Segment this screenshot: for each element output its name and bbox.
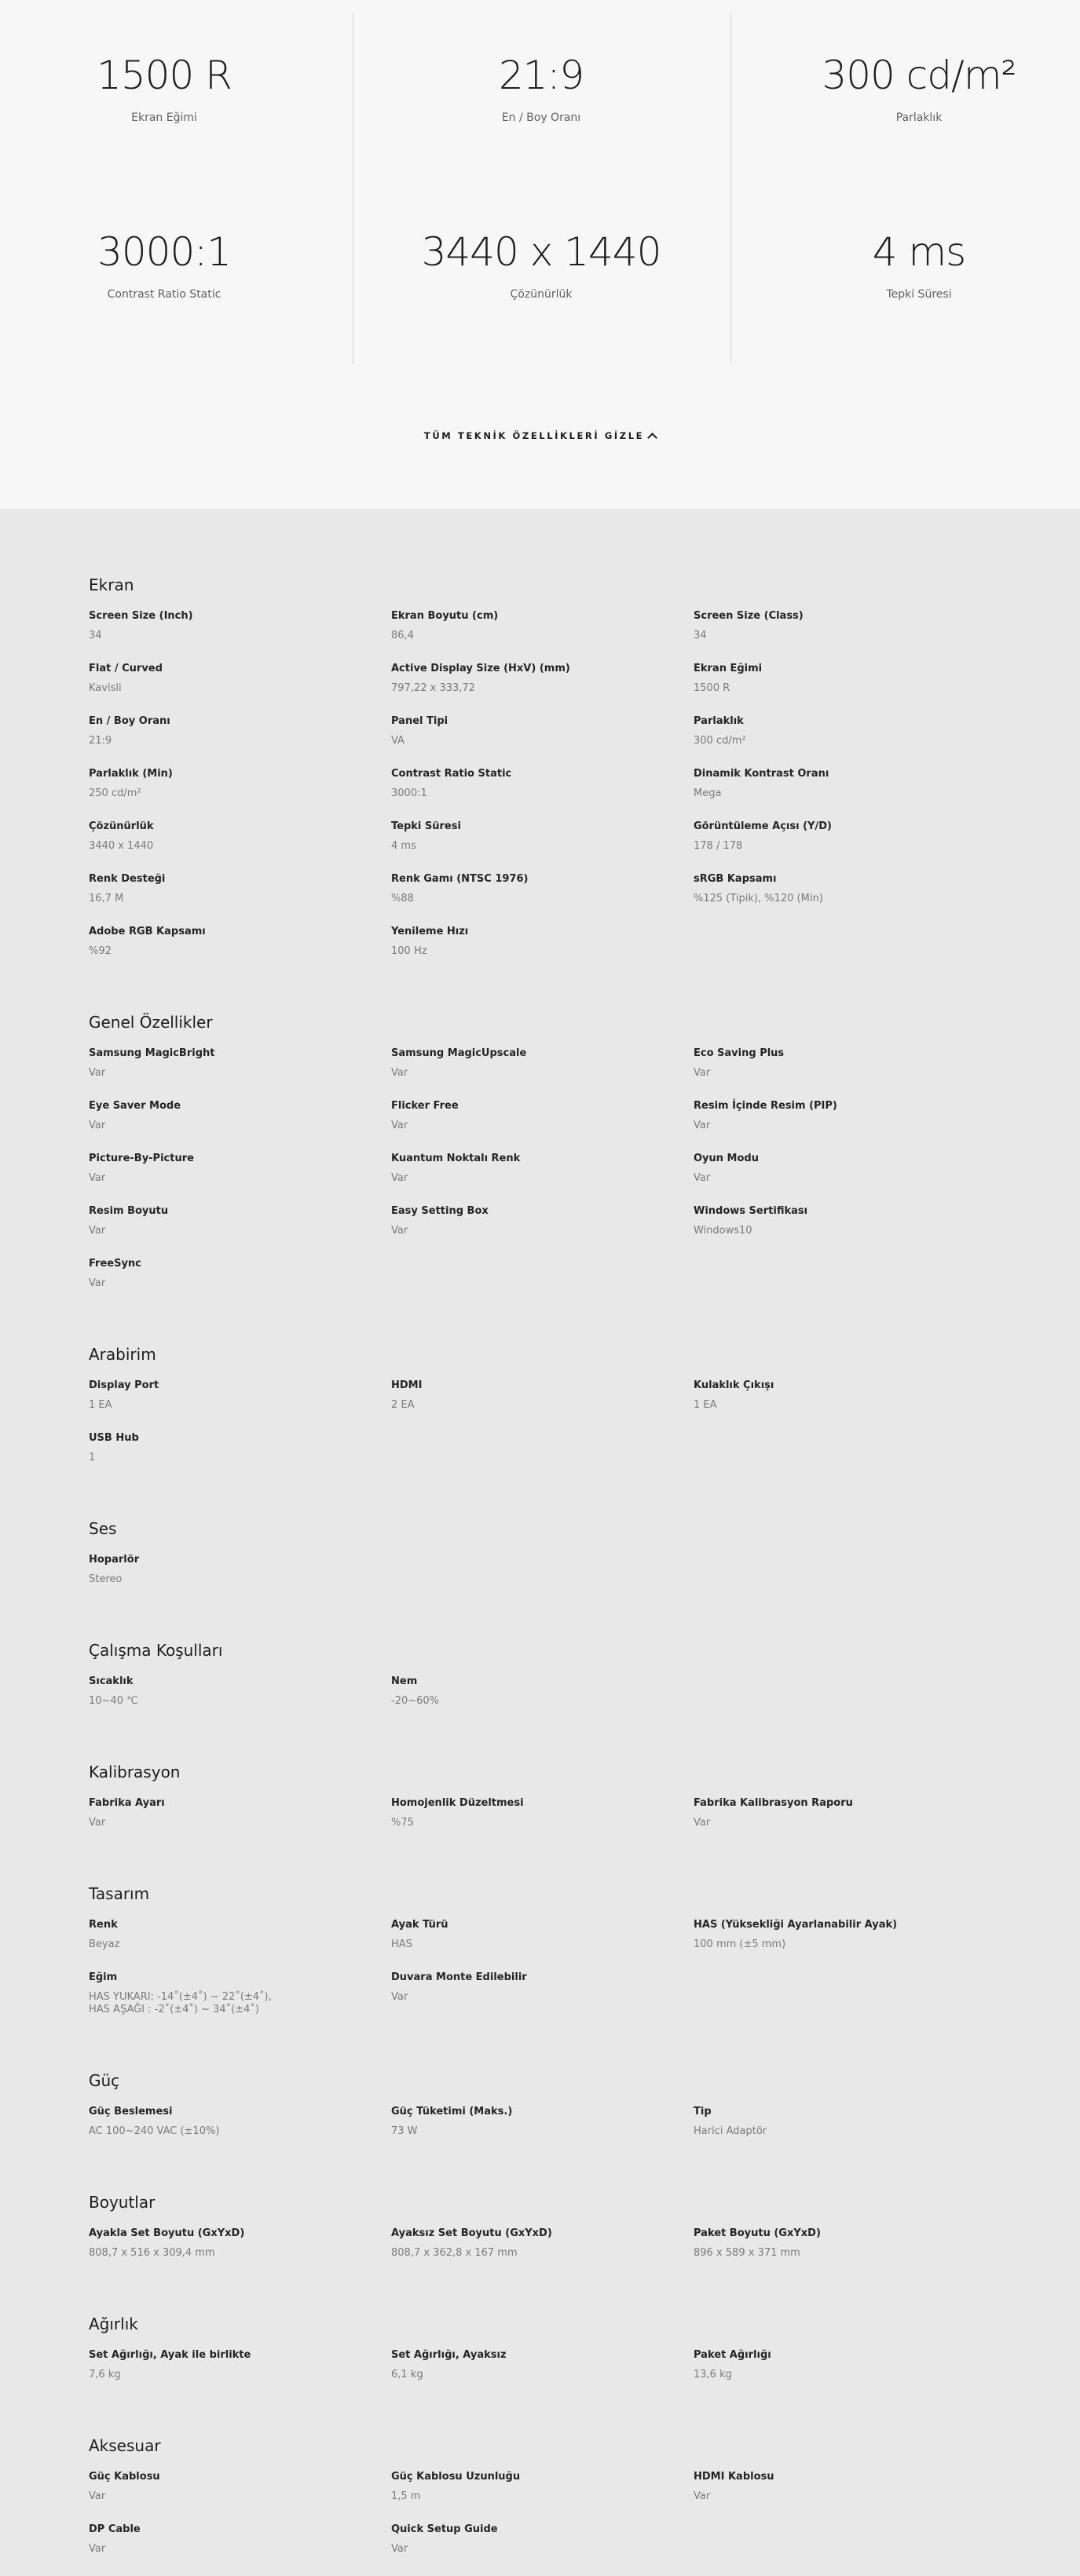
spec-item: [391, 1379, 694, 1432]
spec-category-title: Aksesuar: [89, 2436, 161, 2455]
spec-label: Ayakla Set Boyutu (GxYxD): [89, 2227, 245, 2239]
spec-item: [89, 610, 391, 663]
spec-item: [694, 1047, 996, 1100]
spec-value: Var: [391, 1991, 408, 2003]
spec-value: 3440 x 1440: [89, 840, 154, 852]
spec-value: Var: [391, 2543, 408, 2555]
spec-item: [89, 1797, 391, 1850]
spec-grid: [89, 1797, 1080, 1850]
spec-value: Var: [391, 1172, 408, 1184]
spec-grid: [89, 1675, 1080, 1728]
spec-label: Easy Setting Box: [391, 1205, 489, 1217]
spec-label: Active Display Size (HxV) (mm): [391, 663, 570, 674]
spec-item: [89, 2349, 391, 2402]
spec-label: Eğim: [89, 1971, 118, 1983]
spec-category-title: Ses: [89, 1519, 117, 1538]
spec-label: Ekran Eğimi: [694, 663, 763, 674]
spec-value: HAS YUKARI: -14˚(±4˚) ~ 22˚(±4˚), HAS AŞAĞI : -2˚(±4˚) ~ 34˚(±4˚): [89, 1991, 272, 2015]
key-feature-label: Parlaklık: [895, 111, 943, 124]
spec-value: HAS: [391, 1938, 412, 1950]
spec-grid: [89, 610, 1080, 978]
spec-item: [89, 1379, 391, 1432]
spec-label: Güç Beslemesi: [89, 2106, 173, 2117]
spec-label: Fabrika Ayarı: [89, 1797, 165, 1809]
key-feature-value: 21:9: [498, 53, 584, 98]
spec-label: Eco Saving Plus: [694, 1047, 785, 1059]
spacer: [89, 1310, 1080, 1345]
spec-label: Flicker Free: [391, 1100, 459, 1112]
spec-item: [391, 610, 694, 663]
spec-label: Ekran Boyutu (cm): [391, 610, 499, 622]
spec-category: [89, 575, 1080, 978]
spec-grid: [89, 2106, 1080, 2158]
spec-categories: [0, 510, 1080, 2576]
key-features-panel: [0, 0, 1080, 510]
spacer: [89, 1606, 1080, 1641]
spacer: [89, 1485, 1080, 1519]
spec-label: Tip: [694, 2106, 712, 2117]
spec-label: HAS (Yüksekliği Ayarlanabilir Ayak): [694, 1919, 898, 1931]
spec-value: Var: [694, 1817, 711, 1829]
spec-label: Ayaksız Set Boyutu (GxYxD): [391, 2227, 552, 2239]
spec-value: 7,6 kg: [89, 2369, 121, 2381]
spec-item: [391, 873, 694, 926]
spec-item: [694, 1379, 996, 1432]
key-feature-contrast: [0, 228, 337, 301]
spec-item: [89, 2471, 391, 2523]
spec-label: Güç Kablosu: [89, 2471, 160, 2483]
key-feature-response-time: [746, 228, 1080, 301]
spec-item: [391, 1797, 694, 1850]
spec-label: USB Hub: [89, 1432, 139, 1444]
spec-label: HDMI: [391, 1379, 423, 1391]
spacer: [89, 2158, 1080, 2193]
spec-item: [391, 715, 694, 768]
spacer: [89, 1728, 1080, 1763]
spec-value: Var: [89, 1817, 106, 1829]
spec-value: 13,6 kg: [694, 2369, 732, 2381]
spec-item: [89, 1047, 391, 1100]
spec-label: Adobe RGB Kapsamı: [89, 926, 206, 937]
spec-value: 4 ms: [391, 840, 416, 852]
spec-item: [694, 2349, 996, 2402]
spacer: [89, 2280, 1080, 2315]
spec-value: 1 EA: [694, 1399, 717, 1411]
spec-value: 250 cd/m²: [89, 787, 141, 799]
spec-label: DP Cable: [89, 2523, 141, 2535]
spec-label: Screen Size (Class): [694, 610, 804, 622]
spec-label: Paket Ağırlığı: [694, 2349, 771, 2361]
spec-item: [391, 663, 694, 715]
spec-category-title: Kalibrasyon: [89, 1763, 181, 1781]
spec-label: Yenileme Hızı: [391, 926, 469, 937]
spec-label: Contrast Ratio Static: [391, 768, 512, 780]
spec-value: Var: [694, 1120, 711, 1131]
spec-label: Windows Sertifikası: [694, 1205, 808, 1217]
spec-item: [694, 2471, 996, 2523]
key-feature-value: 300 cd/m²: [822, 53, 1016, 98]
spec-item: [694, 2106, 996, 2158]
key-feature-label: En / Boy Oranı: [501, 111, 581, 124]
spec-label: Güç Kablosu Uzunluğu: [391, 2471, 521, 2483]
spec-value: %88: [391, 893, 414, 904]
spec-item: [89, 1100, 391, 1153]
spec-value: 34: [694, 630, 707, 641]
spec-value: 73 W: [391, 2125, 418, 2137]
key-feature-value: 3440 x 1440: [421, 229, 661, 275]
spec-grid: [89, 2471, 1080, 2576]
spec-value: Var: [694, 1172, 711, 1184]
spec-value: 1 EA: [89, 1399, 112, 1411]
spec-value: VA: [391, 735, 405, 747]
spec-label: Duvara Monte Edilebilir: [391, 1971, 527, 1983]
spec-item: [694, 1919, 996, 1971]
spec-value: Var: [89, 2543, 106, 2555]
spec-value: 2 EA: [391, 1399, 415, 1411]
key-feature-label: Contrast Ratio Static: [107, 288, 221, 301]
spec-category-title: Çalışma Koşulları: [89, 1641, 223, 1660]
spec-category: [89, 2071, 1080, 2158]
spec-label: Kulaklık Çıkışı: [694, 1379, 774, 1391]
spec-item: [89, 715, 391, 768]
spec-item: [391, 1047, 694, 1100]
spec-value: Var: [89, 1225, 106, 1237]
spec-value: 21:9: [89, 735, 112, 747]
spec-label: Resim Boyutu: [89, 1205, 169, 1217]
spec-item: [694, 1153, 996, 1205]
spec-value: Var: [694, 2490, 711, 2502]
spec-item: [89, 926, 391, 978]
key-feature-value: 1500 R: [97, 53, 232, 98]
spec-label: HDMI Kablosu: [694, 2471, 774, 2483]
spec-value: 1500 R: [694, 682, 730, 694]
spacer: [89, 2037, 1080, 2071]
column-divider: [730, 13, 731, 364]
spec-label: Nem: [391, 1675, 418, 1687]
spec-value: 16,7 M: [89, 893, 124, 904]
spec-value: %92: [89, 945, 112, 957]
spec-value: 86,4: [391, 630, 414, 641]
spec-item: [391, 926, 694, 978]
spec-value: Stereo: [89, 1573, 123, 1585]
spec-item: [694, 610, 996, 663]
spec-category: [89, 2315, 1080, 2402]
spec-value: 1,5 m: [391, 2490, 421, 2502]
spec-label: Renk Desteği: [89, 873, 166, 885]
spec-category-title: Ağırlık: [89, 2315, 138, 2333]
spec-value: Var: [391, 1225, 408, 1237]
spec-label: Paket Boyutu (GxYxD): [694, 2227, 821, 2239]
spec-category: [89, 1763, 1080, 1850]
spec-label: Set Ağırlığı, Ayaksız: [391, 2349, 507, 2361]
spec-item: [391, 1675, 694, 1728]
spec-label: Renk: [89, 1919, 118, 1931]
key-feature-curvature: [0, 52, 337, 124]
spec-value: 34: [89, 630, 102, 641]
spec-label: Fabrika Kalibrasyon Raporu: [694, 1797, 853, 1809]
spec-value: AC 100~240 VAC (±10%): [89, 2125, 220, 2137]
spec-label: Picture-By-Picture: [89, 1153, 194, 1164]
spec-item: [89, 1971, 391, 2037]
spec-label: Screen Size (Inch): [89, 610, 193, 622]
spec-value: Var: [89, 1067, 106, 1079]
spec-label: Dinamik Kontrast Oranı: [694, 768, 829, 780]
spec-value: 808,7 x 362,8 x 167 mm: [391, 2247, 518, 2259]
spec-label: Homojenlik Düzeltmesi: [391, 1797, 524, 1809]
spec-item: [694, 1797, 996, 1850]
spec-item: [89, 2106, 391, 2158]
spec-grid: [89, 1047, 1080, 1310]
spec-label: Sıcaklık: [89, 1675, 134, 1687]
spec-category-title: Ekran: [89, 575, 134, 594]
spec-value: Var: [391, 1067, 408, 1079]
spec-label: Ayak Türü: [391, 1919, 448, 1931]
hide-all-specs-label: TÜM TEKNİK ÖZELLİKLERİ GİZLE: [423, 430, 645, 441]
key-feature-label: Çözünürlük: [510, 288, 573, 301]
spec-value: Var: [89, 1172, 106, 1184]
key-feature-brightness: [746, 52, 1080, 124]
spec-item: [391, 2471, 694, 2523]
spec-grid: [89, 2349, 1080, 2402]
spec-item: [694, 1100, 996, 1153]
spec-item: [391, 820, 694, 873]
spec-item: [694, 1205, 996, 1258]
spec-item: [89, 1153, 391, 1205]
spec-label: Quick Setup Guide: [391, 2523, 498, 2535]
spec-value: 896 x 589 x 371 mm: [694, 2247, 800, 2259]
spec-item: [89, 768, 391, 820]
spec-label: Görüntüleme Açısı (Y/D): [694, 820, 832, 832]
spec-value: Harici Adaptör: [694, 2125, 767, 2137]
spec-category: [89, 2193, 1080, 2280]
spec-value: 1: [89, 1452, 96, 1463]
spec-item: [694, 820, 996, 873]
spec-value: Var: [89, 1120, 106, 1131]
key-feature-label: Tepki Süresi: [886, 288, 952, 301]
spec-label: En / Boy Oranı: [89, 715, 170, 727]
spec-grid: [89, 2227, 1080, 2280]
key-feature-value: 4 ms: [872, 229, 966, 275]
spec-category-title: Arabirim: [89, 1345, 156, 1364]
spec-item: [694, 663, 996, 715]
key-feature-label: Ekran Eğimi: [131, 111, 197, 124]
spec-value: 300 cd/m²: [694, 735, 746, 747]
spec-item: [89, 663, 391, 715]
spec-item: [391, 2523, 694, 2576]
spec-label: Display Port: [89, 1379, 159, 1391]
spec-category: [89, 1013, 1080, 1310]
spec-label: Renk Gamı (NTSC 1976): [391, 873, 529, 885]
spec-item: [89, 2227, 391, 2280]
key-feature-resolution: [368, 228, 714, 301]
spec-item: [391, 1100, 694, 1153]
spec-value: Var: [391, 1120, 408, 1131]
spec-item: [694, 768, 996, 820]
spec-value: Windows10: [694, 1225, 752, 1237]
spec-category: [89, 1884, 1080, 2037]
spec-label: Parlaklık (Min): [89, 768, 173, 780]
spec-item: [89, 1432, 391, 1485]
spec-value: 178 / 178: [694, 840, 743, 852]
spec-item: [89, 1258, 391, 1310]
spec-label: sRGB Kapsamı: [694, 873, 777, 885]
spec-value: 3000:1: [391, 787, 427, 799]
spec-item: [391, 1205, 694, 1258]
spec-value: Var: [694, 1067, 711, 1079]
spec-category: [89, 2436, 1080, 2576]
spec-value: %125 (Tipik), %120 (Min): [694, 893, 823, 904]
spec-value: -20~60%: [391, 1695, 440, 1707]
spec-label: Oyun Modu: [694, 1153, 759, 1164]
spec-value: 6,1 kg: [391, 2369, 423, 2381]
spec-item: [391, 2106, 694, 2158]
spec-label: Samsung MagicBright: [89, 1047, 215, 1059]
spec-value: 100 Hz: [391, 945, 427, 957]
spec-value: %75: [391, 1817, 414, 1829]
spec-category: [89, 1641, 1080, 1728]
spec-item: [89, 1919, 391, 1971]
spec-value: Beyaz: [89, 1938, 120, 1950]
spec-item: [391, 768, 694, 820]
spec-label: Güç Tüketimi (Maks.): [391, 2106, 513, 2117]
spec-label: Eye Saver Mode: [89, 1100, 181, 1112]
spec-label: Hoparlör: [89, 1554, 140, 1566]
spec-grid: [89, 1919, 1080, 2037]
spec-label: Çözünürlük: [89, 820, 154, 832]
spec-label: Flat / Curved: [89, 663, 163, 674]
spec-label: Tepki Süresi: [391, 820, 461, 832]
spec-label: Kuantum Noktalı Renk: [391, 1153, 521, 1164]
spacer: [89, 2402, 1080, 2436]
spec-value: Kavisli: [89, 682, 122, 694]
spec-category-title: Genel Özellikler: [89, 1013, 213, 1032]
spec-item: [391, 1919, 694, 1971]
spec-value: Var: [89, 1277, 106, 1289]
spec-item: [694, 873, 996, 926]
spec-item: [694, 2227, 996, 2280]
spec-item: [89, 873, 391, 926]
spec-value: 100 mm (±5 mm): [694, 1938, 786, 1950]
spec-category-title: Tasarım: [89, 1884, 150, 1903]
spec-item: [694, 715, 996, 768]
spec-label: Parlaklık: [694, 715, 744, 727]
spec-value: Mega: [694, 787, 722, 799]
spec-item: [391, 1153, 694, 1205]
spec-item: [391, 2349, 694, 2402]
spec-item: [391, 2227, 694, 2280]
chevron-up-icon: [647, 433, 657, 443]
spec-item: [391, 1971, 694, 2024]
spec-item: [89, 820, 391, 873]
spec-label: Samsung MagicUpscale: [391, 1047, 527, 1059]
spec-category-title: Boyutlar: [89, 2193, 156, 2212]
spec-category: [89, 1519, 1080, 1606]
spec-value: 10~40 ℃: [89, 1695, 138, 1707]
spec-category: [89, 1345, 1080, 1485]
spec-value: Var: [89, 2490, 106, 2502]
spec-grid: [89, 1379, 1080, 1485]
spec-label: Set Ağırlığı, Ayak ile birlikte: [89, 2349, 251, 2361]
spec-item: [89, 1675, 391, 1728]
key-feature-value: 3000:1: [97, 229, 231, 275]
spec-label: Resim İçinde Resim (PIP): [694, 1100, 837, 1112]
spec-label: Panel Tipi: [391, 715, 448, 727]
hide-all-specs-button[interactable]: [0, 430, 1080, 441]
spacer: [89, 978, 1080, 1013]
spec-item: [89, 1205, 391, 1258]
spec-label: FreeSync: [89, 1258, 141, 1270]
spec-value: 797,22 x 333,72: [391, 682, 475, 694]
spec-grid: [89, 1554, 1080, 1606]
key-feature-aspect-ratio: [368, 52, 714, 124]
spacer: [89, 1850, 1080, 1884]
spec-item: [89, 2523, 391, 2576]
spec-category-title: Güç: [89, 2071, 120, 2090]
spec-item: [89, 1554, 391, 1606]
spec-value: 808,7 x 516 x 309,4 mm: [89, 2247, 215, 2259]
